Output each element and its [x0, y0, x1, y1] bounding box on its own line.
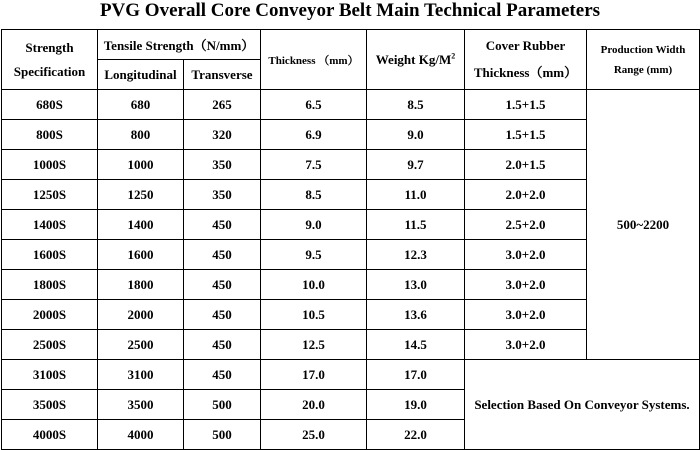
cell-longitudinal: 800: [98, 120, 184, 150]
cell-thickness: 8.5: [261, 180, 367, 210]
cell-spec: 1600S: [2, 240, 98, 270]
cell-thickness: 10.0: [261, 270, 367, 300]
cell-thickness: 20.0: [261, 390, 367, 420]
cell-cover: 3.0+2.0: [465, 270, 587, 300]
cell-longitudinal: 680: [98, 90, 184, 120]
cell-longitudinal: 2000: [98, 300, 184, 330]
cell-longitudinal: 1000: [98, 150, 184, 180]
cell-transverse: 450: [184, 270, 261, 300]
header-cover-line2: Thickness（mm）: [473, 65, 578, 80]
cell-longitudinal: 2500: [98, 330, 184, 360]
cell-longitudinal: 1250: [98, 180, 184, 210]
cell-cover: 3.0+2.0: [465, 240, 587, 270]
cell-weight: 13.6: [367, 300, 465, 330]
cell-transverse: 265: [184, 90, 261, 120]
cell-weight: 11.5: [367, 210, 465, 240]
cell-thickness: 17.0: [261, 360, 367, 390]
header-production-line1: Production Width: [600, 43, 686, 56]
cell-spec: 1000S: [2, 150, 98, 180]
cell-cover: 1.5+1.5: [465, 90, 587, 120]
cell-width-range: 500~2200: [587, 90, 700, 360]
header-cover-rubber: [465, 30, 587, 90]
cell-thickness: 9.0: [261, 210, 367, 240]
header-cover-line1: Cover Rubber: [485, 38, 566, 53]
table-row: [2, 360, 700, 390]
cell-spec: 1250S: [2, 180, 98, 210]
cell-longitudinal: 1400: [98, 210, 184, 240]
header-longitudinal: Longitudinal: [98, 60, 184, 90]
cell-spec: 1400S: [2, 210, 98, 240]
header-tensile-strength: Tensile Strength（N/mm）: [98, 30, 261, 60]
cell-weight: 9.0: [367, 120, 465, 150]
cell-spec: 2000S: [2, 300, 98, 330]
cell-transverse: 450: [184, 300, 261, 330]
cell-thickness: 6.5: [261, 90, 367, 120]
cell-spec: 4000S: [2, 420, 98, 450]
cell-transverse: 450: [184, 330, 261, 360]
cell-cover: 1.5+1.5: [465, 120, 587, 150]
cell-spec: 3100S: [2, 360, 98, 390]
cell-spec: 1800S: [2, 270, 98, 300]
cell-thickness: 25.0: [261, 420, 367, 450]
cell-spec: 3500S: [2, 390, 98, 420]
header-production-line2: Range (mm): [613, 63, 673, 76]
cell-cover: 3.0+2.0: [465, 330, 587, 360]
cell-thickness: 10.5: [261, 300, 367, 330]
cell-weight: 12.3: [367, 240, 465, 270]
cell-transverse: 500: [184, 420, 261, 450]
cell-longitudinal: 1800: [98, 270, 184, 300]
page-title: PVG Overall Core Conveyor Belt Main Technical Parameters: [99, 0, 601, 21]
cell-transverse: 450: [184, 210, 261, 240]
cell-selection-note: Selection Based On Conveyor Systems.: [465, 360, 700, 450]
cell-weight: 14.5: [367, 330, 465, 360]
header-strength-specification: [2, 30, 98, 90]
cell-weight: 9.7: [367, 150, 465, 180]
cell-longitudinal: 4000: [98, 420, 184, 450]
cell-thickness: 9.5: [261, 240, 367, 270]
cell-cover: 2.0+1.5: [465, 150, 587, 180]
cell-transverse: 450: [184, 240, 261, 270]
cell-cover: 2.5+2.0: [465, 210, 587, 240]
cell-longitudinal: 3500: [98, 390, 184, 420]
cell-weight: 8.5: [367, 90, 465, 120]
header-strength-line1: Strength: [25, 39, 74, 55]
cell-transverse: 350: [184, 180, 261, 210]
cell-cover: 2.0+2.0: [465, 180, 587, 210]
cell-cover: 3.0+2.0: [465, 300, 587, 330]
header-thickness: Thickness （mm）: [261, 30, 367, 90]
cell-transverse: 500: [184, 390, 261, 420]
cell-spec: 800S: [2, 120, 98, 150]
header-weight-label: Weight Kg/M: [375, 51, 452, 67]
cell-thickness: 7.5: [261, 150, 367, 180]
header-weight-superscript: 2: [451, 51, 456, 61]
header-transverse: Transverse: [184, 60, 261, 90]
table-row: [2, 90, 700, 120]
cell-weight: 19.0: [367, 390, 465, 420]
header-production-width: [587, 30, 700, 90]
cell-transverse: 450: [184, 360, 261, 390]
cell-weight: 22.0: [367, 420, 465, 450]
cell-thickness: 6.9: [261, 120, 367, 150]
cell-spec: 2500S: [2, 330, 98, 360]
cell-transverse: 350: [184, 150, 261, 180]
technical-parameters-table: [1, 29, 700, 450]
cell-longitudinal: 1600: [98, 240, 184, 270]
header-strength-line2: Specification: [13, 63, 86, 79]
cell-weight: 13.0: [367, 270, 465, 300]
cell-transverse: 320: [184, 120, 261, 150]
header-weight: [367, 30, 465, 90]
cell-longitudinal: 3100: [98, 360, 184, 390]
cell-spec: 680S: [2, 90, 98, 120]
cell-weight: 17.0: [367, 360, 465, 390]
cell-weight: 11.0: [367, 180, 465, 210]
cell-thickness: 12.5: [261, 330, 367, 360]
